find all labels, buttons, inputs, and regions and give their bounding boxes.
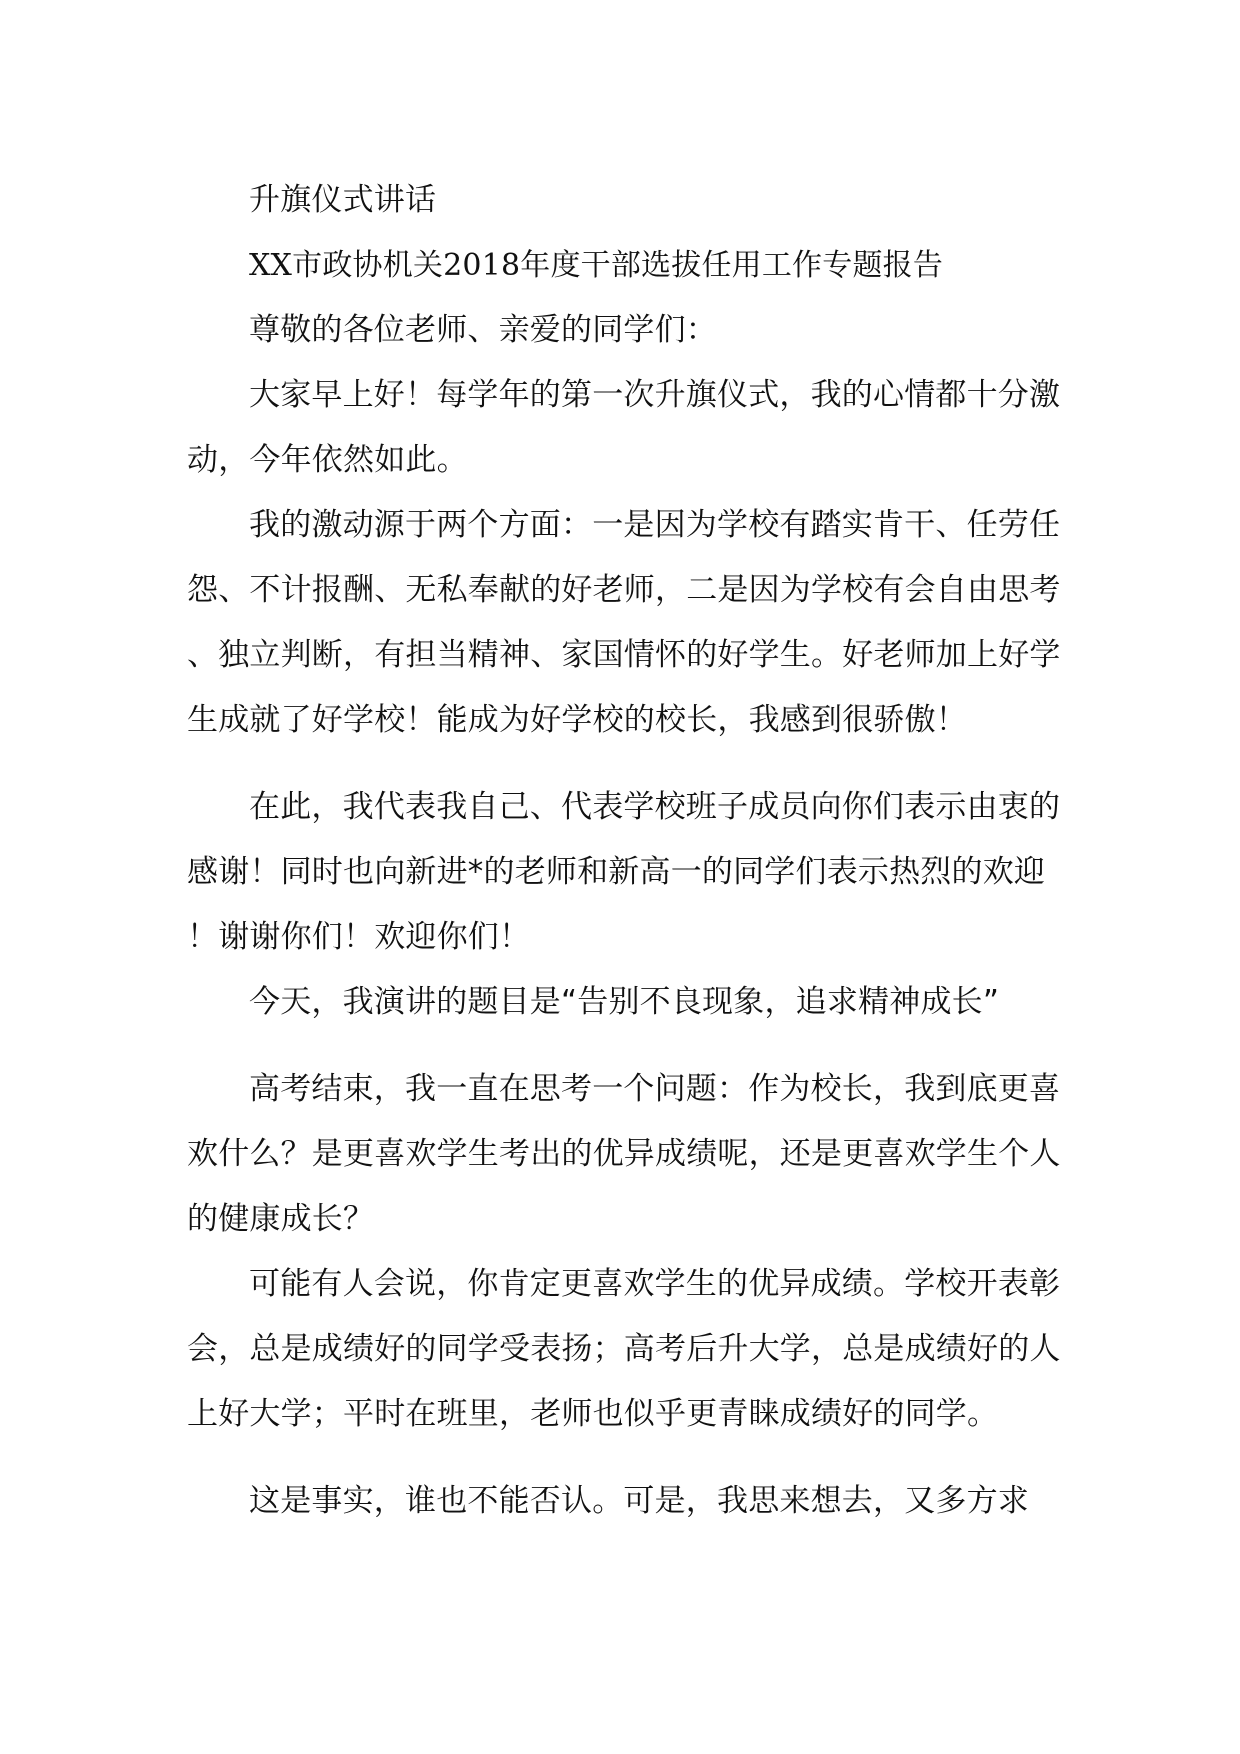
document-subtitle: XX市政协机关2018年度干部选拔任用工作专题报告 [249,248,944,283]
paragraph-thanks: 在此，我代表我自己、代表学校班子成员向你们表示由衷的感谢！同时也向新进*的老师和新高一的同学们表示热烈的欢迎！谢谢你们！欢迎你们！ [187,789,1061,955]
paragraph-topic: 今天，我演讲的题目是“告别不良现象，追求精神成长” [249,984,1000,1020]
paragraph-grades: 可能有人会说，你肯定更喜欢学生的优异成绩。学校开表彰会，总是成绩好的同学受表扬；高考后升大学，总是成绩好的人上好大学；平时在班里，老师也似乎更青睐成绩好的同学。 [187,1266,1061,1432]
paragraph-fact: 这是事实，谁也不能否认。可是，我思来想去，又多方求 [249,1483,1029,1519]
document-title: 升旗仪式讲话 [249,182,437,218]
paragraph-reasons: 我的激动源于两个方面：一是因为学校有踏实肯干、任劳任怨、不计报酬、无私奉献的好老师，二是因为学校有会自由思考、独立判断，有担当精神、家国情怀的好学生。好老师加上好学生成就了好学校！能成为好学校的校长，我感到很骄傲！ [187,507,1061,738]
paragraph-greeting: 大家早上好！每学年的第一次升旗仪式，我的心情都十分激动，今年依然如此。 [187,377,1061,478]
document-body [187,168,1067,1534]
salutation: 尊敬的各位老师、亲爱的同学们： [249,312,717,348]
paragraph-question: 高考结束，我一直在思考一个问题：作为校长，我到底更喜欢什么？是更喜欢学生考出的优异成绩呢，还是更喜欢学生个人的健康成长？ [187,1071,1061,1237]
